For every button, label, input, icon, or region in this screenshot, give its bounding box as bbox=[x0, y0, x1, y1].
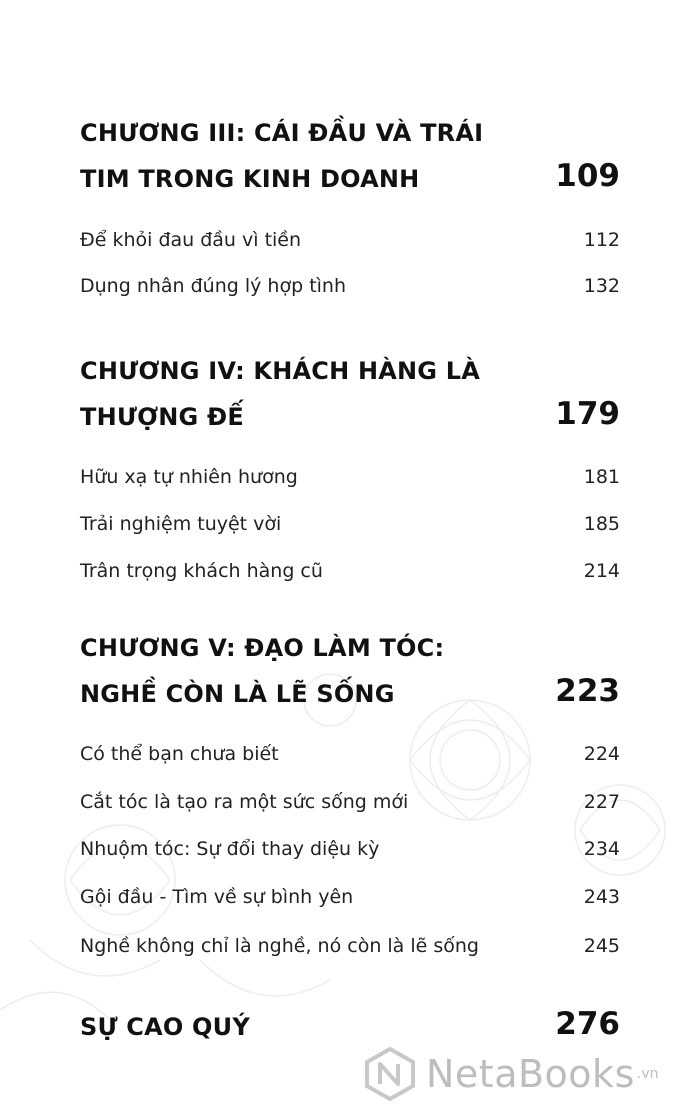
netabooks-logo-icon bbox=[362, 1046, 418, 1102]
chapter-title-line-1: SỰ CAO QUÝ bbox=[80, 1013, 250, 1041]
chapter-heading[interactable] bbox=[80, 356, 620, 432]
toc-entry[interactable] bbox=[80, 559, 620, 583]
toc-entry-title: Trải nghiệm tuyệt vời bbox=[80, 513, 282, 535]
chapter-title-line-2: TIM TRONG KINH DOANH bbox=[80, 165, 420, 193]
chapter-title-line-1: CHƯƠNG V: ĐẠO LÀM TÓC: bbox=[80, 634, 445, 662]
chapter-page-number: 276 bbox=[555, 1006, 620, 1042]
toc-entry[interactable] bbox=[80, 512, 620, 536]
toc-entry-page: 227 bbox=[583, 791, 620, 813]
toc-entry-page: 245 bbox=[583, 935, 620, 957]
chapter-heading[interactable] bbox=[80, 118, 620, 194]
toc-entry-title: Cắt tóc là tạo ra một sức sống mới bbox=[80, 791, 409, 813]
chapter-title-line-1: CHƯƠNG IV: KHÁCH HÀNG LÀ bbox=[80, 357, 481, 385]
toc-entry-page: 132 bbox=[583, 275, 620, 297]
toc-entry-title: Có thể bạn chưa biết bbox=[80, 743, 279, 765]
toc-entry-title: Nhuộm tóc: Sự đổi thay diệu kỳ bbox=[80, 838, 380, 860]
toc-entry-title: Hữu xạ tự nhiên hương bbox=[80, 466, 298, 488]
chapter-page-number: 109 bbox=[555, 158, 620, 194]
chapter-title-line-2: THƯỢNG ĐẾ bbox=[80, 403, 244, 431]
toc-entry-page: 181 bbox=[583, 466, 620, 488]
toc-entry[interactable] bbox=[80, 465, 620, 489]
toc-entry[interactable] bbox=[80, 790, 620, 814]
toc-entry-page: 185 bbox=[583, 513, 620, 535]
toc-entry-page: 112 bbox=[583, 229, 620, 251]
toc-entry[interactable] bbox=[80, 228, 620, 252]
chapter-heading[interactable] bbox=[80, 1006, 620, 1042]
toc-entry-title: Để khỏi đau đầu vì tiền bbox=[80, 229, 302, 251]
chapter-heading[interactable] bbox=[80, 633, 620, 709]
toc-entry[interactable] bbox=[80, 742, 620, 766]
chapter-page-number: 179 bbox=[555, 396, 620, 432]
toc-entry-title: Gội đầu - Tìm về sự bình yên bbox=[80, 886, 354, 908]
toc-entry[interactable] bbox=[80, 837, 620, 861]
toc-entry-title: Nghề không chỉ là nghề, nó còn là lẽ sống bbox=[80, 935, 479, 957]
chapter-page-number: 223 bbox=[555, 673, 620, 709]
toc-entry-title: Trân trọng khách hàng cũ bbox=[80, 560, 323, 582]
toc-entry-page: 234 bbox=[583, 838, 620, 860]
toc-entry-title: Dụng nhân đúng lý hợp tình bbox=[80, 275, 347, 297]
toc-entry[interactable] bbox=[80, 885, 620, 909]
toc-entry[interactable] bbox=[80, 934, 620, 958]
chapter-title-line-2: NGHỀ CÒN LÀ LẼ SỐNG bbox=[80, 680, 395, 708]
chapter-title-line-1: CHƯƠNG III: CÁI ĐẦU VÀ TRÁI bbox=[80, 119, 484, 147]
toc-entry[interactable] bbox=[80, 274, 620, 298]
watermark-brand: NetaBooks bbox=[426, 1052, 635, 1096]
toc-entry-page: 224 bbox=[583, 743, 620, 765]
watermark-suffix: .vn bbox=[636, 1066, 659, 1082]
toc-entry-page: 243 bbox=[583, 886, 620, 908]
toc-entry-page: 214 bbox=[583, 560, 620, 582]
netabooks-watermark bbox=[362, 1042, 682, 1106]
